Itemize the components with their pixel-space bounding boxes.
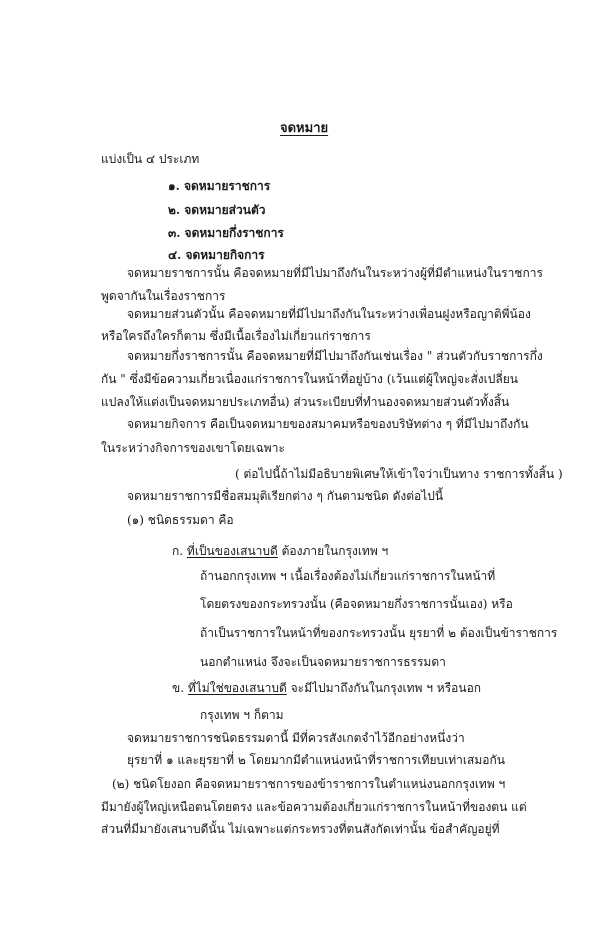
intro-text: แบ่งเป็น ๔ ประเภท (101, 152, 200, 166)
para5-text: จดหมายราชการมีชื่อสมมุติเรียกต่าง ๆ กันตามชนิด ดังต่อไปนี้ (127, 489, 444, 503)
para3-line-1: จดหมายกึ่งราชการนั้น คือจดหมายที่มีไปมาถึงกันเช่นเรื่อง " ส่วนตัวกับราชการกึ่ง (127, 349, 543, 363)
item-kh-label: ที่ไม่ใช่ของเสนาบดี (187, 681, 287, 695)
para7-line-1: (๒) ชนิดโยงอก คือจดหมายราชการของข้าราชการในตำแหน่งนอกกรุงเทพ ฯ (112, 777, 506, 791)
item-kh-first-rest: จะมีไปมาถึงกันในกรุงเทพ ฯ หรือนอก (290, 681, 482, 695)
item-k-line-3: โดยตรงของกระทรวงนั้น (คือจดหมายกึ่งราชการนั้นเอง) หรือ (200, 597, 513, 611)
item-k-first-rest: ต้องภายในกรุงเทพ ฯ (281, 544, 389, 558)
para3-line-2: กัน " ซึ่งมีข้อความเกี่ยวเนื่องแก่ราชการในหน้าที่อยู่บ้าง (เว้นแต่ผู้ใหญ่จะสั่งเปลี่ยน (101, 372, 518, 386)
para7-line-2: มีมายังผู้ใหญ่เหนือตนโดยตรง และข้อความต้องเกี่ยวแก่ราชการในหน้าที่ของตน แต่ (101, 800, 527, 814)
para7-line-3: ส่วนที่มีมายังเสนาบดีนั้น ไม่เฉพาะแต่กระทรวงที่ตนสังกัดเท่านั้น ข้อสำคัญอยู่ที่ (101, 822, 500, 836)
type-item-2: ๒. จดหมายส่วนตัว (168, 203, 266, 217)
type-item-4: ๔. จดหมายกิจการ (168, 248, 265, 262)
note-text: ( ต่อไปนี้ถ้าไม่มีอธิบายพิเศษให้เข้าใจว่าเป็นทาง ราชการทั้งสิ้น ) (235, 467, 563, 481)
item-kh-marker: ข. (172, 681, 185, 695)
para1-line-2: พูดจากันในเรื่องราชการ (101, 289, 226, 303)
section-1-heading: (๑) ชนิดธรรมดา คือ (127, 513, 234, 527)
para4-line-2: ในระหว่างกิจการของเขาโดยเฉพาะ (101, 441, 285, 455)
item-k-line-5: นอกตำแหน่ง จึงจะเป็นจดหมายราชการธรรมดา (200, 655, 446, 669)
item-k-line-4: ถ้าเป็นราชการในหน้าที่ของกระทรวงนั้น ยุรยาที่ ๒ ต้องเป็นข้าราชการ (200, 626, 558, 640)
para2-line-2: หรือใครถึงใครก็ตาม ซึ่งมีเนื้อเรื่องไม่เกี่ยวแก่ราชการ (101, 329, 371, 343)
type-item-1: ๑. จดหมายราชการ (168, 179, 271, 193)
item-k-label: ที่เป็นของเสนาบดี (186, 544, 278, 558)
item-k-line-2: ถ้านอกกรุงเทพ ฯ เนื้อเรื่องต้องไม่เกี่ยวแก่ราชการในหน้าที่ (200, 569, 496, 583)
para6-line-2: ยุรยาที่ ๑ และยุรยาที่ ๒ โดยมากมีตำแหน่งหน้าที่ราชการเทียบเท่าเสมอกัน (127, 753, 505, 767)
page-title: จดหมาย (280, 121, 329, 136)
item-k-first-line (172, 543, 388, 559)
item-k-marker: ก. (172, 544, 184, 558)
para1-line-1: จดหมายราชการนั้น คือจดหมายที่มีไปมาถึงกันในระหว่างผู้ที่มีตำแหน่งในราชการ (127, 266, 543, 280)
item-kh-line-2: กรุงเทพ ฯ ก็ตาม (200, 708, 284, 722)
para3-line-3: แปลงให้แต่งเป็นจดหมายประเภทอื่น) ส่วนระเบียบที่ทำนองจดหมายส่วนตัวทั้งสิ้น (101, 395, 510, 409)
para6-line-1: จดหมายราชการชนิดธรรมดานี้ มีที่ควรสังเกตจำไว้อีกอย่างหนึ่งว่า (127, 731, 465, 745)
item-kh-first-line (172, 680, 481, 696)
para2-line-1: จดหมายส่วนตัวนั้น คือจดหมายที่มีไปมาถึงกันในระหว่างเพื่อนฝูงหรือญาติพี่น้อง (127, 307, 531, 321)
para4-line-1: จดหมายกิจการ คือเป็นจดหมายของสมาคมหรือของบริษัทต่าง ๆ ที่มีไปมาถึงกัน (127, 417, 529, 431)
type-item-3: ๓. จดหมายกึ่งราชการ (168, 226, 284, 240)
